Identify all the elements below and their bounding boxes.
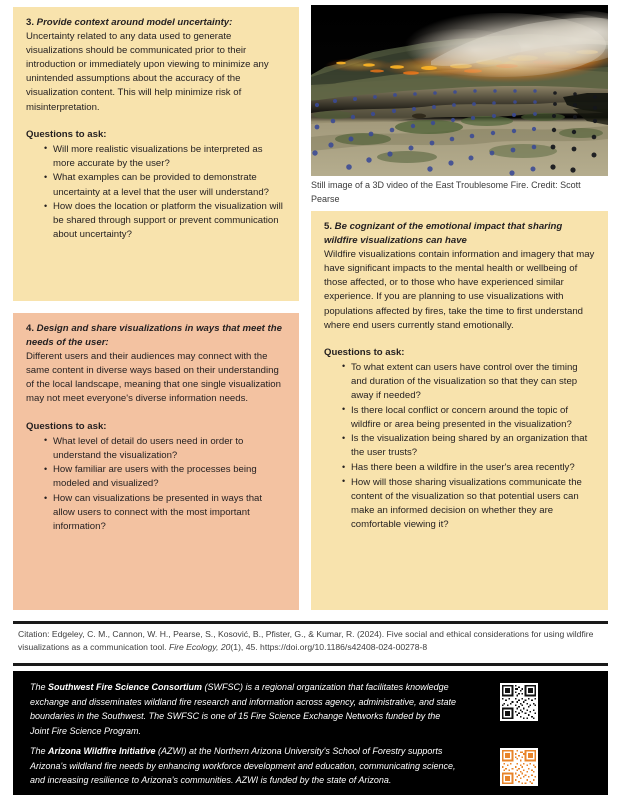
panel-3-questions-label: Questions to ask: bbox=[26, 128, 107, 140]
list-item: • Is the visualization being shared by an organization that the user trusts? bbox=[342, 432, 595, 460]
swfsc-lead: The bbox=[30, 682, 49, 692]
panel-3-heading bbox=[26, 16, 286, 30]
citation-issue: (1), 45. bbox=[230, 642, 261, 653]
azwi-description bbox=[30, 744, 460, 788]
consideration-panel-3 bbox=[13, 7, 299, 301]
panel-5-body: Wildfire visualizations contain information and imagery that may have significant impacts to the mental health or wellbeing of those affected, or to those who have experienced similar experience. If you are planning to use visualizations with populations affected by fires, take the time to first understand where end users currently stand emotionally. bbox=[324, 249, 595, 331]
panel-3-title: Provide context around model uncertainty: bbox=[36, 17, 233, 28]
panel-3-questions-list bbox=[26, 143, 286, 243]
wildfire-3d-visualization-graphic bbox=[311, 5, 608, 176]
citation-doi-link[interactable]: https://doi.org/10.1186/s42408-024-00278-8 bbox=[260, 642, 428, 653]
hero-image-caption: Still image of a 3D video of the East Troublesome Fire. Credit: Scott Pearse bbox=[311, 180, 581, 204]
panel-4-heading bbox=[26, 322, 286, 350]
consideration-panel-5 bbox=[311, 211, 608, 610]
azwi-lead: The bbox=[30, 746, 49, 756]
panel-5-questions-list bbox=[324, 361, 595, 532]
qr-code-azwi[interactable] bbox=[500, 748, 538, 786]
panel-4-title: Design and share visualizations in ways that meet the needs of the user: bbox=[26, 323, 282, 349]
list-item: • To what extent can users have control over the timing and duration of the visualization so that they can step away if needed? bbox=[342, 361, 595, 403]
consideration-panel-4 bbox=[13, 313, 299, 610]
qr-code-azwi-icon bbox=[502, 750, 536, 784]
azwi-rest: (AZWI) at the Northern Arizona University's School of Forestry supports Arizona's wildland fire needs by enhancing workforce development and education, communicating science, and increasing resilience to Arizona's communities. AZWI is funded by the state of Arizona. bbox=[30, 746, 456, 786]
citation-text bbox=[18, 628, 608, 655]
swfsc-description bbox=[30, 680, 460, 738]
list-item: • What examples can be provided to demonstrate uncertainty at a level that the user will understand? bbox=[44, 171, 286, 199]
list-item: • How familiar are users with the processes being modeled and visualized? bbox=[44, 463, 286, 491]
wildfire-3d-visualization-image bbox=[311, 5, 608, 176]
divider-rule-bottom bbox=[13, 663, 608, 666]
list-item: • Is there local conflict or concern around the topic of wildfire or area being presented in the visualization? bbox=[342, 404, 595, 432]
panel-4-body: Different users and their audiences may connect with the same content in diverse ways based on their understanding of the local landscape, meaning that one single visualization may not meet everyone's diverse information needs. bbox=[26, 351, 281, 405]
panel-3-number: 3. bbox=[26, 17, 37, 28]
citation-prefix: Citation: Edgeley, C. M., Cannon, W. H., Pearse, S., Kosović, B., Pfister, G., & Kumar, R. (2024). Five social and ethical considerations for using wildfire visualizations as a communication tool. bbox=[18, 629, 594, 653]
list-item: • What level of detail do users need in order to understand the visualization? bbox=[44, 435, 286, 463]
panel-5-heading bbox=[324, 220, 595, 248]
list-item: • How can visualizations be presented in ways that allow users to connect with the most important information? bbox=[44, 492, 286, 534]
panel-3-body: Uncertainty related to any data used to generate visualizations should be communicated prior to their introduction or immediately upon viewing to minimize any unintended assumptions about the accuracy of the visualization content. This will help minimize risk of misinterpretation. bbox=[26, 31, 269, 113]
panel-5-title: Be cognizant of the emotional impact that sharing wildfire visualizations can have bbox=[324, 221, 563, 247]
panel-4-questions-label: Questions to ask: bbox=[26, 420, 107, 432]
panel-4-questions-list bbox=[26, 435, 286, 535]
organizations-footer bbox=[13, 671, 608, 795]
swfsc-org-name: Southwest Fire Science Consortium bbox=[48, 682, 203, 692]
citation-journal: Fire Ecology, 20 bbox=[168, 642, 231, 653]
divider-rule-top bbox=[13, 621, 608, 624]
list-item: • How does the location or platform the visualization will be shared through support or prevent communication about uncertainty? bbox=[44, 200, 286, 242]
panel-4-number: 4. bbox=[26, 323, 37, 334]
qr-code-swfsc-icon bbox=[502, 685, 536, 719]
swfsc-rest: (SWFSC) is a regional organization that facilitates knowledge exchange and disseminates wildland fire research and information across agency, administrative, and state boundaries in the Southwest. The SWFSC is one of 15 Fire Science Exchange Networks funded by the Joint Fire Science Program. bbox=[30, 682, 457, 736]
list-item: • How will those sharing visualizations communicate the content of the visualization so that potential users can make an informed decision on whether they are comfortable viewing it? bbox=[342, 476, 595, 532]
list-item: • Will more realistic visualizations be interpreted as more accurate by the user? bbox=[44, 143, 286, 171]
qr-code-swfsc[interactable] bbox=[500, 683, 538, 721]
panel-5-number: 5. bbox=[324, 221, 335, 232]
azwi-org-name: Arizona Wildfire Initiative bbox=[48, 746, 156, 756]
list-item: • Has there been a wildfire in the user's area recently? bbox=[342, 461, 595, 475]
panel-5-questions-label: Questions to ask: bbox=[324, 346, 405, 358]
